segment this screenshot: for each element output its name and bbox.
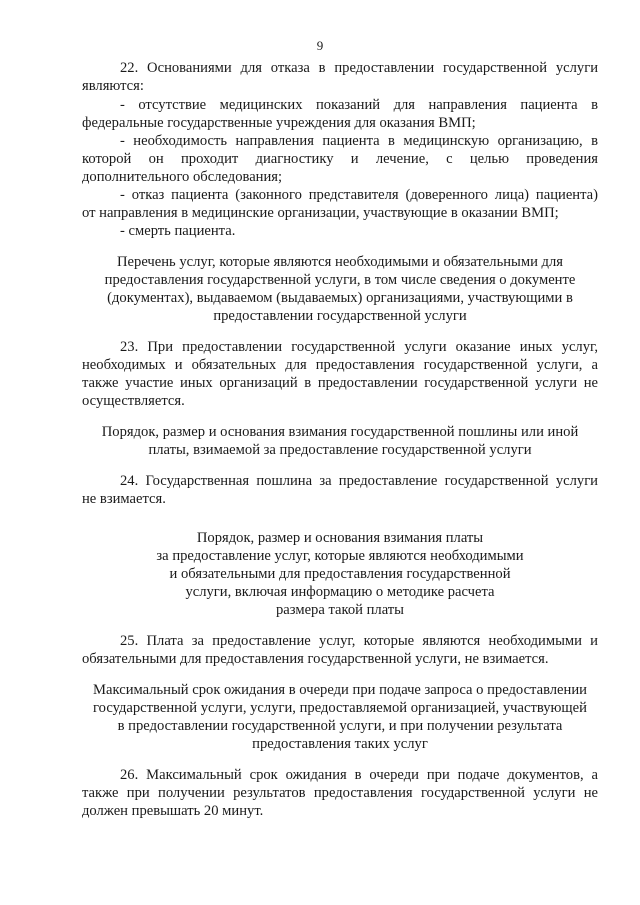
heading-2-line-1: Порядок, размер и основания взимания государственной пошлины или иной — [101, 424, 579, 440]
heading-1-line-3: (документах), выдаваемом (выдаваемых) организациями, участвующими в — [107, 290, 573, 306]
heading-3-line-5: размера такой платы — [276, 602, 404, 618]
paragraph-22-line-10: - смерть пациента. — [120, 223, 236, 239]
heading-4-line-1: Максимальный срок ожидания в очереди при подаче запроса о предоставлении — [93, 682, 587, 698]
heading-1-line-1: Перечень услуг, которые являются необходимыми и обязательными для — [117, 254, 563, 270]
paragraph-25-line-1: 25. Плата за предоставление услуг, которые являются необходимыми и — [120, 633, 598, 649]
heading-1-line-4: предоставлении государственной услуги — [213, 308, 467, 324]
heading-3-line-2: за предоставление услуг, которые являются необходимыми — [156, 548, 524, 564]
heading-4-line-4: предоставления таких услуг — [252, 736, 428, 752]
heading-3-line-3: и обязательными для предоставления государственной — [169, 566, 511, 582]
paragraph-22-line-2: являются: — [82, 78, 144, 94]
paragraph-23-line-4: осуществляется. — [82, 393, 185, 409]
paragraph-22-line-9: от направления в медицинские организации, участвующие в оказании ВМП; — [82, 205, 559, 221]
paragraph-26-line-2: также при получении результатов предоставления государственной услуги не — [82, 785, 598, 801]
heading-4-line-2: государственной услуги, услуги, предоставляемой организацией, участвующей — [93, 700, 587, 716]
paragraph-26-line-1: 26. Максимальный срок ожидания в очереди при подаче документов, а — [120, 767, 598, 783]
paragraph-22-line-6: которой он проходит диагностику и лечение, с целью проведения — [82, 151, 598, 167]
paragraph-22-line-7: дополнительного обследования; — [82, 169, 283, 185]
heading-4-line-3: в предоставлении государственной услуги, и при получении результата — [117, 718, 563, 734]
paragraph-22-line-8: - отказ пациента (законного представителя (доверенного лица) пациента) — [120, 187, 598, 203]
paragraph-23-line-2: необходимых и обязательных для предоставления государственной услуги, а — [82, 357, 598, 373]
paragraph-22-line-4: федеральные государственные учреждения для оказания ВМП; — [82, 115, 476, 131]
paragraph-22-line-5: - необходимость направления пациента в медицинскую организацию, в — [120, 133, 598, 149]
paragraph-24-line-1: 24. Государственная пошлина за предоставление государственной услуги — [120, 473, 598, 489]
paragraph-23-line-3: также участие иных организаций в предоставлении государственной услуги не — [82, 375, 598, 391]
heading-1-line-2: предоставления государственной услуги, в том числе сведения о документе — [104, 272, 576, 288]
paragraph-25-line-2: обязательными для предоставления государственной услуги, не взимается. — [82, 651, 549, 667]
heading-3-line-4: услуги, включая информацию о методике расчета — [185, 584, 495, 600]
heading-2-line-2: платы, взимаемой за предоставление государственной услуги — [148, 442, 532, 458]
paragraph-22-line-3: - отсутствие медицинских показаний для направления пациента в — [120, 97, 598, 113]
paragraph-24-line-2: не взимается. — [82, 491, 166, 507]
paragraph-26-line-3: должен превышать 20 минут. — [82, 803, 264, 819]
paragraph-22-line-1: 22. Основаниями для отказа в предоставлении государственной услуги — [120, 60, 598, 76]
heading-3-line-1: Порядок, размер и основания взимания платы — [196, 530, 484, 546]
paragraph-23-line-1: 23. При предоставлении государственной услуги оказание иных услуг, — [120, 339, 598, 355]
page-number: 9 — [316, 38, 324, 53]
